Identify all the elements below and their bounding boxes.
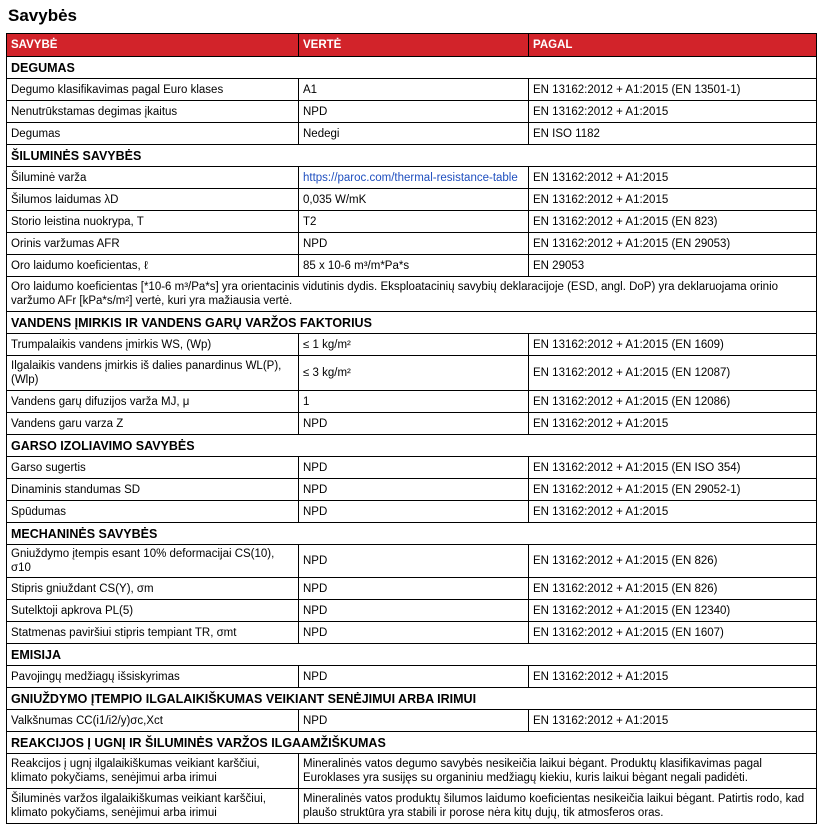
property-cell: Degumo klasifikavimas pagal Euro klases: [7, 79, 299, 101]
section-title: GNIUŽDYMO ĮTEMPIO ILGALAIKIŠKUMAS VEIKIANT SENĖJIMUI ARBA IRIMUI: [7, 688, 817, 710]
table-row: [7, 789, 817, 824]
standard-cell: EN 13162:2012 + A1:2015 (EN 826): [529, 545, 817, 578]
property-cell: Statmenas paviršiui stipris tempiant TR, σmt: [7, 622, 299, 644]
standard-cell: EN 13162:2012 + A1:2015 (EN 12086): [529, 391, 817, 413]
note-text: Oro laidumo koeficientas [*10-6 m³/Pa*s] yra orientacinis vidutinis dydis. Eksploatacinių savybių deklaracijoje (ESD, angl. DoP) yra deklaruojama orinio varžumo AFr [kPa*s/m²] vertė, kuri yra mažiausia vertė.: [7, 277, 817, 312]
note-row: [7, 277, 817, 312]
table-row: [7, 255, 817, 277]
value-cell: NPD: [299, 578, 529, 600]
page-title: Savybės: [8, 6, 77, 25]
property-cell: Vandens garų difuzijos varža MJ, μ: [7, 391, 299, 413]
value-cell: NPD: [299, 479, 529, 501]
standard-cell: EN 13162:2012 + A1:2015: [529, 167, 817, 189]
property-cell: Šiluminės varžos ilgalaikiškumas veikiant karščiui, klimato pokyčiams, senėjimui arba irimui: [7, 789, 299, 824]
value-cell: ≤ 1 kg/m²: [299, 334, 529, 356]
property-cell: Stipris gniuždant CS(Y), σm: [7, 578, 299, 600]
property-cell: Degumas: [7, 123, 299, 145]
property-cell: Vandens garu varza Z: [7, 413, 299, 435]
property-cell: Sutelktoji apkrova PL(5): [7, 600, 299, 622]
property-cell: Spūdumas: [7, 501, 299, 523]
property-cell: Gniuždymo įtempis esant 10% deformacijai CS(10), σ10: [7, 545, 299, 578]
table-row: [7, 578, 817, 600]
standard-cell: EN 13162:2012 + A1:2015 (EN 12087): [529, 356, 817, 391]
table-row: [7, 123, 817, 145]
value-cell: NPD: [299, 666, 529, 688]
property-cell: Nenutrūkstamas degimas įkaitus: [7, 101, 299, 123]
property-cell: Šilumos laidumas λD: [7, 189, 299, 211]
value-cell: Nedegi: [299, 123, 529, 145]
section-header: [7, 732, 817, 754]
table-row: [7, 233, 817, 255]
standard-cell: EN 13162:2012 + A1:2015 (EN 1607): [529, 622, 817, 644]
section-header: [7, 688, 817, 710]
properties-table: [6, 33, 817, 824]
value-cell: [299, 167, 529, 189]
table-row: [7, 622, 817, 644]
table-row: [7, 710, 817, 732]
standard-cell: EN 13162:2012 + A1:2015 (EN 29052-1): [529, 479, 817, 501]
table-row: [7, 334, 817, 356]
standard-cell: EN 13162:2012 + A1:2015 (EN 826): [529, 578, 817, 600]
standard-cell: EN 13162:2012 + A1:2015: [529, 101, 817, 123]
section-title: REAKCIJOS Į UGNĮ IR ŠILUMINĖS VARŽOS ILGAAMŽIŠKUMAS: [7, 732, 817, 754]
header-value: VERTĖ: [299, 34, 529, 57]
value-cell: A1: [299, 79, 529, 101]
standard-cell: EN ISO 1182: [529, 123, 817, 145]
table-row: [7, 600, 817, 622]
section-header: [7, 57, 817, 79]
standard-cell: EN 13162:2012 + A1:2015: [529, 189, 817, 211]
value-cell: NPD: [299, 501, 529, 523]
table-row: [7, 391, 817, 413]
value-cell: 0,035 W/mK: [299, 189, 529, 211]
value-cell: NPD: [299, 413, 529, 435]
property-cell: Valkšnumas CC(i1/i2/y)σc,Xct: [7, 710, 299, 732]
value-cell: NPD: [299, 600, 529, 622]
section-title: DEGUMAS: [7, 57, 817, 79]
table-row: [7, 211, 817, 233]
section-header: [7, 312, 817, 334]
standard-cell: EN 13162:2012 + A1:2015: [529, 666, 817, 688]
property-cell: Pavojingų medžiagų išsiskyrimas: [7, 666, 299, 688]
standard-cell: EN 13162:2012 + A1:2015 (EN 1609): [529, 334, 817, 356]
property-cell: Oro laidumo koeficientas, ℓ: [7, 255, 299, 277]
section-header: [7, 145, 817, 167]
property-cell: Šiluminė varža: [7, 167, 299, 189]
property-cell: Trumpalaikis vandens įmirkis WS, (Wp): [7, 334, 299, 356]
table-row: [7, 167, 817, 189]
table-row: [7, 666, 817, 688]
standard-cell: EN 29053: [529, 255, 817, 277]
value-cell: T2: [299, 211, 529, 233]
standard-cell: EN 13162:2012 + A1:2015: [529, 413, 817, 435]
property-cell: Storio leistina nuokrypa, T: [7, 211, 299, 233]
value-cell: 1: [299, 391, 529, 413]
value-cell: NPD: [299, 710, 529, 732]
standard-cell: EN 13162:2012 + A1:2015 (EN ISO 354): [529, 457, 817, 479]
property-cell: Ilgalaikis vandens įmirkis iš dalies panardinus WL(P), (Wlp): [7, 356, 299, 391]
table-row: [7, 457, 817, 479]
standard-cell: EN 13162:2012 + A1:2015 (EN 13501-1): [529, 79, 817, 101]
value-cell: NPD: [299, 233, 529, 255]
value-cell: NPD: [299, 545, 529, 578]
table-row: [7, 413, 817, 435]
property-cell: Orinis varžumas AFR: [7, 233, 299, 255]
table-row: [7, 479, 817, 501]
header-standard: PAGAL: [529, 34, 817, 57]
section-title: MECHANINĖS SAVYBĖS: [7, 523, 817, 545]
table-row: [7, 501, 817, 523]
header-property: SAVYBĖ: [7, 34, 299, 57]
standard-cell: EN 13162:2012 + A1:2015: [529, 710, 817, 732]
description-cell: Mineralinės vatos produktų šilumos laidumo koeficientas nesikeičia laikui bėgant. Patirtis rodo, kad plaušo struktūra yra stabili ir porose nėra kitų dujų, tik atmosferos oras.: [299, 789, 817, 824]
value-cell: NPD: [299, 101, 529, 123]
value-cell: NPD: [299, 622, 529, 644]
section-header: [7, 435, 817, 457]
standard-cell: EN 13162:2012 + A1:2015 (EN 29053): [529, 233, 817, 255]
section-title: EMISIJA: [7, 644, 817, 666]
table-row: [7, 189, 817, 211]
value-cell: NPD: [299, 457, 529, 479]
table-header-row: [7, 34, 817, 57]
table-row: [7, 754, 817, 789]
section-header: [7, 644, 817, 666]
standard-cell: EN 13162:2012 + A1:2015: [529, 501, 817, 523]
property-cell: Dinaminis standumas SD: [7, 479, 299, 501]
value-cell: 85 x 10-6 m³/m*Pa*s: [299, 255, 529, 277]
property-cell: Garso sugertis: [7, 457, 299, 479]
table-row: [7, 545, 817, 578]
description-cell: Mineralinės vatos degumo savybės nesikeičia laikui bėgant. Produktų klasifikavimas pagal Euroklases yra susijęs su organiniu medžiagų kiekiu, kuris laikui bėgant negali padidėti.: [299, 754, 817, 789]
standard-cell: EN 13162:2012 + A1:2015 (EN 12340): [529, 600, 817, 622]
table-row: [7, 79, 817, 101]
table-row: [7, 101, 817, 123]
table-row: [7, 356, 817, 391]
value-cell: ≤ 3 kg/m²: [299, 356, 529, 391]
section-header: [7, 523, 817, 545]
standard-cell: EN 13162:2012 + A1:2015 (EN 823): [529, 211, 817, 233]
section-title: VANDENS ĮMIRKIS IR VANDENS GARŲ VARŽOS FAKTORIUS: [7, 312, 817, 334]
section-title: GARSO IZOLIAVIMO SAVYBĖS: [7, 435, 817, 457]
table-body: [7, 57, 817, 824]
property-cell: Reakcijos į ugnį ilgalaikiškumas veikiant karščiui, klimato pokyčiams, senėjimui arba irimui: [7, 754, 299, 789]
section-title: ŠILUMINĖS SAVYBĖS: [7, 145, 817, 167]
thermal-resistance-link[interactable]: https://paroc.com/thermal-resistance-table: [303, 171, 518, 184]
